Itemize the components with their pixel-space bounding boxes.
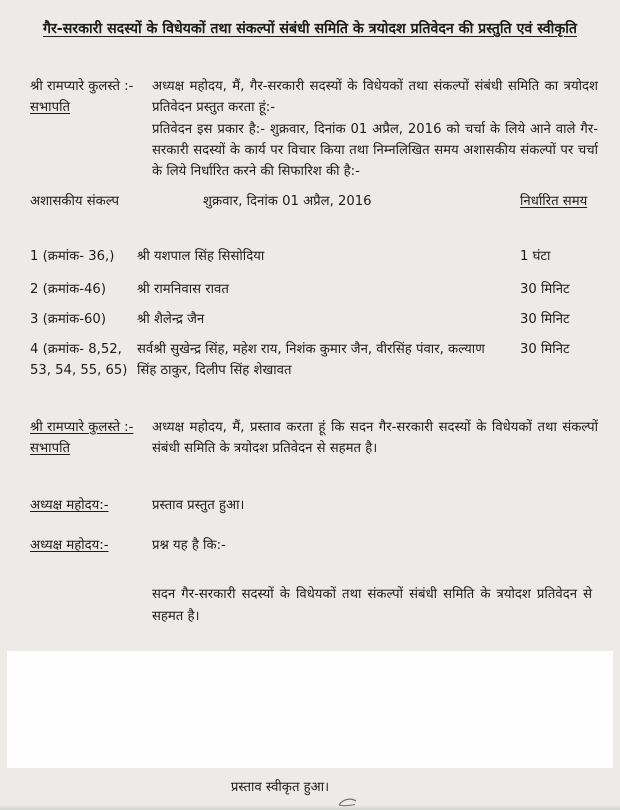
schedule-table	[0, 246, 620, 381]
table-row	[0, 339, 620, 381]
speaker-statement	[152, 417, 598, 460]
speaker-block-presiding-officer	[30, 535, 598, 557]
document-title: गैर-सरकारी सदस्यों के विधेयकों तथा संकल्पों संबंधी समिति के त्रयोदश प्रतिवेदन की प्रस्तुति एवं स्वीकृति	[43, 21, 577, 37]
schedule-header-time: निर्धारित समय	[520, 194, 588, 209]
row-member-names: श्री यशपाल सिंह सिसोदिया	[137, 249, 265, 264]
statement-paragraph: प्रस्ताव प्रस्तुत हुआ।	[152, 498, 245, 513]
speaker-role: सभापति	[30, 441, 71, 456]
speaker-label	[30, 76, 152, 183]
speaker-name: श्री रामप्यारे कुलस्ते :-	[30, 420, 134, 435]
speaker-label	[30, 417, 152, 460]
schedule-header	[0, 191, 620, 213]
row-allotted-time: 30 मिनिट	[520, 282, 570, 297]
blank-white-region	[7, 651, 613, 768]
statement-paragraph: अध्यक्ष महोदय, मैं, गैर-सरकारी सदस्यों के विधेयकों तथा संकल्पों संबंधी समिति का त्रयोदश प्रतिवेदन प्रस्तुत करता हूं:-	[152, 79, 598, 115]
row-serial: 4 (क्रमांक- 8,52, 53, 54, 55, 65)	[30, 342, 128, 378]
schedule-header-left: अशासकीय संकल्प	[30, 194, 119, 209]
question-paragraph: सदन गैर-सरकारी सदस्यों के विधेयकों तथा संकल्पों संबंधी समिति के त्रयोदश प्रतिवेदन से सहमत है।	[152, 587, 592, 624]
speaker-block-chairman-report	[30, 76, 598, 183]
speaker-label	[30, 495, 152, 517]
row-member-names: सर्वश्री सुखेन्द्र सिंह, महेश राय, निशंक कुमार जैन, वीरसिंह पंवार, कल्याण सिंह ठाकुर, दिलीप सिंह शेखावत	[137, 342, 485, 378]
row-serial: 1 (क्रमांक- 36,)	[30, 249, 115, 264]
table-row	[0, 309, 620, 330]
speaker-statement	[152, 76, 598, 183]
statement-paragraph: प्रतिवेदन इस प्रकार है:- शुक्रवार, दिनांक 01 अप्रैल, 2016 को चर्चा के लिये आने वाले गैर-सरकारी सदस्यों के कार्य पर विचार किया तथा निम्नलिखित समय अशासकीय संकल्पों पर चर्चा के लिये निर्धारित करने की सिफारिश की है:-	[152, 122, 598, 179]
motion-adopted-line: प्रस्ताव स्वीकृत हुआ।	[230, 780, 330, 795]
row-allotted-time: 30 मिनिट	[520, 342, 570, 357]
table-row	[0, 279, 620, 300]
statement-paragraph: अध्यक्ष महोदय, मैं, प्रस्ताव करता हूं कि सदन गैर-सरकारी सदस्यों के विधेयकों तथा संकल्पों संबंधी समिति के त्रयोदश प्रतिवेदन से सहमत है।	[152, 420, 598, 456]
speaker-block-chairman-motion	[30, 417, 598, 460]
speaker-name: अध्यक्ष महोदय:-	[30, 538, 109, 553]
speaker-statement	[152, 535, 598, 557]
table-row	[0, 246, 620, 267]
speaker-block-presiding-officer	[30, 495, 598, 517]
speaker-label	[30, 535, 152, 557]
row-allotted-time: 1 घंटा	[520, 249, 551, 264]
row-member-names: श्री शैलेन्द्र जैन	[137, 312, 205, 327]
speaker-name: श्री रामप्यारे कुलस्ते :-	[30, 79, 134, 94]
schedule-header-date: शुक्रवार, दिनांक 01 अप्रैल, 2016	[203, 194, 372, 209]
row-allotted-time: 30 मिनिट	[520, 312, 570, 327]
pen-squiggle-mark	[336, 795, 360, 810]
row-member-names: श्री रामनिवास रावत	[137, 282, 229, 297]
row-serial: 3 (क्रमांक-60)	[30, 312, 106, 327]
statement-paragraph: प्रश्न यह है कि:-	[152, 538, 226, 553]
speaker-role: सभापति	[30, 100, 71, 115]
speaker-name: अध्यक्ष महोदय:-	[30, 498, 109, 513]
row-serial: 2 (क्रमांक-46)	[30, 282, 106, 297]
speaker-statement	[152, 495, 598, 517]
